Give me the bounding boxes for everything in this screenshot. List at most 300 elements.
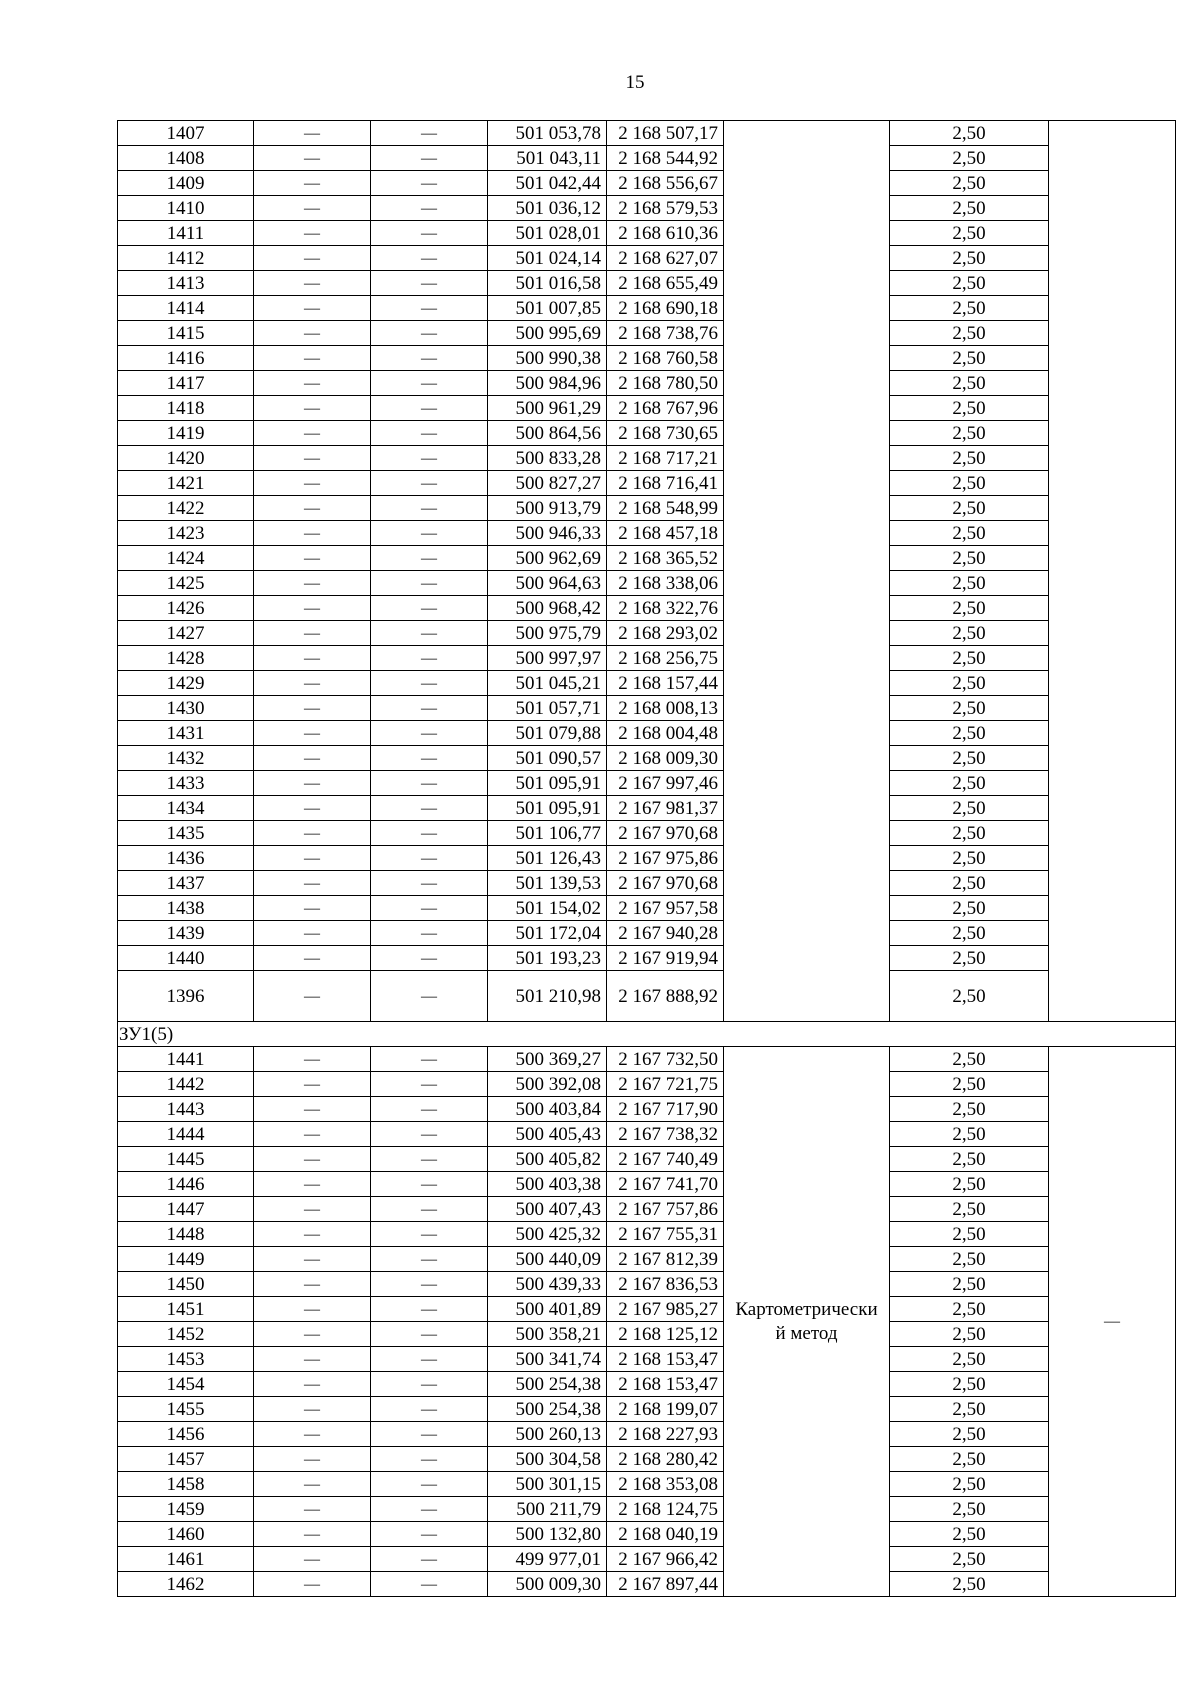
table-row [118, 971, 1176, 1022]
point-number-cell: 1417 [118, 371, 254, 396]
table-row [118, 1197, 1176, 1222]
accuracy-cell: 2,50 [890, 921, 1049, 946]
table-row [118, 1372, 1176, 1397]
point-number-cell: 1426 [118, 596, 254, 621]
method-cell [724, 121, 890, 1022]
y-coordinate-cell: 2 168 009,30 [607, 746, 724, 771]
y-coordinate-cell: 2 167 985,27 [607, 1297, 724, 1322]
accuracy-cell: 2,50 [890, 1447, 1049, 1472]
table-row [118, 271, 1176, 296]
accuracy-cell: 2,50 [890, 546, 1049, 571]
old-y-cell: — [371, 196, 488, 221]
old-x-cell: — [254, 921, 371, 946]
y-coordinate-cell: 2 168 199,07 [607, 1397, 724, 1422]
x-coordinate-cell: 500 260,13 [488, 1422, 607, 1447]
table-row [118, 1422, 1176, 1447]
old-x-cell: — [254, 321, 371, 346]
y-coordinate-cell: 2 167 741,70 [607, 1172, 724, 1197]
table-row [118, 846, 1176, 871]
accuracy-cell: 2,50 [890, 821, 1049, 846]
accuracy-cell: 2,50 [890, 1197, 1049, 1222]
table-row [118, 1447, 1176, 1472]
y-coordinate-cell: 2 167 812,39 [607, 1247, 724, 1272]
old-y-cell: — [371, 1197, 488, 1222]
x-coordinate-cell: 500 968,42 [488, 596, 607, 621]
x-coordinate-cell: 499 977,01 [488, 1547, 607, 1572]
old-y-cell: — [371, 521, 488, 546]
y-coordinate-cell: 2 167 738,32 [607, 1122, 724, 1147]
x-coordinate-cell: 501 172,04 [488, 921, 607, 946]
point-number-cell: 1415 [118, 321, 254, 346]
y-coordinate-cell: 2 168 040,19 [607, 1522, 724, 1547]
x-coordinate-cell: 501 036,12 [488, 196, 607, 221]
old-x-cell: — [254, 1497, 371, 1522]
accuracy-cell: 2,50 [890, 1297, 1049, 1322]
point-number-cell: 1408 [118, 146, 254, 171]
table-row [118, 1222, 1176, 1247]
point-number-cell: 1458 [118, 1472, 254, 1497]
accuracy-cell: 2,50 [890, 846, 1049, 871]
old-y-cell: — [371, 471, 488, 496]
table-row [118, 1472, 1176, 1497]
point-number-cell: 1396 [118, 971, 254, 1022]
y-coordinate-cell: 2 168 353,08 [607, 1472, 724, 1497]
point-number-cell: 1421 [118, 471, 254, 496]
x-coordinate-cell: 500 401,89 [488, 1297, 607, 1322]
point-number-cell: 1425 [118, 571, 254, 596]
old-x-cell: — [254, 596, 371, 621]
old-x-cell: — [254, 1122, 371, 1147]
old-x-cell: — [254, 646, 371, 671]
y-coordinate-cell: 2 168 548,99 [607, 496, 724, 521]
old-y-cell: — [371, 1047, 488, 1072]
old-x-cell: — [254, 1572, 371, 1597]
old-x-cell: — [254, 1322, 371, 1347]
old-x-cell: — [254, 796, 371, 821]
table-row [118, 321, 1176, 346]
old-y-cell: — [371, 821, 488, 846]
table-row [118, 396, 1176, 421]
accuracy-cell: 2,50 [890, 1072, 1049, 1097]
accuracy-cell: 2,50 [890, 1372, 1049, 1397]
old-x-cell: — [254, 346, 371, 371]
accuracy-cell: 2,50 [890, 721, 1049, 746]
x-coordinate-cell: 501 007,85 [488, 296, 607, 321]
accuracy-cell: 2,50 [890, 671, 1049, 696]
x-coordinate-cell: 500 964,63 [488, 571, 607, 596]
accuracy-cell: 2,50 [890, 221, 1049, 246]
old-x-cell: — [254, 571, 371, 596]
y-coordinate-cell: 2 168 579,53 [607, 196, 724, 221]
old-y-cell: — [371, 1497, 488, 1522]
x-coordinate-cell: 500 864,56 [488, 421, 607, 446]
old-y-cell: — [371, 1297, 488, 1322]
y-coordinate-cell: 2 168 507,17 [607, 121, 724, 146]
point-number-cell: 1423 [118, 521, 254, 546]
old-y-cell: — [371, 971, 488, 1022]
x-coordinate-cell: 501 024,14 [488, 246, 607, 271]
x-coordinate-cell: 501 106,77 [488, 821, 607, 846]
table-row [118, 1247, 1176, 1272]
old-x-cell: — [254, 821, 371, 846]
old-y-cell: — [371, 571, 488, 596]
x-coordinate-cell: 500 995,69 [488, 321, 607, 346]
old-x-cell: — [254, 1472, 371, 1497]
old-x-cell: — [254, 546, 371, 571]
x-coordinate-cell: 500 132,80 [488, 1522, 607, 1547]
old-y-cell: — [371, 1272, 488, 1297]
point-number-cell: 1460 [118, 1522, 254, 1547]
x-coordinate-cell: 500 913,79 [488, 496, 607, 521]
old-x-cell: — [254, 621, 371, 646]
old-x-cell: — [254, 871, 371, 896]
y-coordinate-cell: 2 168 627,07 [607, 246, 724, 271]
point-number-cell: 1407 [118, 121, 254, 146]
accuracy-cell: 2,50 [890, 1247, 1049, 1272]
old-x-cell: — [254, 471, 371, 496]
old-x-cell: — [254, 1222, 371, 1247]
method-cell: Картометрически й метод [724, 1047, 890, 1597]
point-number-cell: 1418 [118, 396, 254, 421]
point-number-cell: 1424 [118, 546, 254, 571]
point-number-cell: 1444 [118, 1122, 254, 1147]
accuracy-cell: 2,50 [890, 271, 1049, 296]
old-x-cell: — [254, 696, 371, 721]
table-row [118, 1547, 1176, 1572]
old-y-cell: — [371, 1097, 488, 1122]
old-y-cell: — [371, 696, 488, 721]
table-row [118, 1522, 1176, 1547]
table-row [118, 246, 1176, 271]
old-x-cell: — [254, 1522, 371, 1547]
x-coordinate-cell: 501 028,01 [488, 221, 607, 246]
table-row [118, 521, 1176, 546]
x-coordinate-cell: 500 358,21 [488, 1322, 607, 1347]
accuracy-cell: 2,50 [890, 1347, 1049, 1372]
table-row [118, 671, 1176, 696]
old-y-cell: — [371, 546, 488, 571]
old-y-cell: — [371, 1147, 488, 1172]
old-x-cell: — [254, 121, 371, 146]
x-coordinate-cell: 500 946,33 [488, 521, 607, 546]
x-coordinate-cell: 500 975,79 [488, 621, 607, 646]
point-number-cell: 1435 [118, 821, 254, 846]
old-y-cell: — [371, 221, 488, 246]
y-coordinate-cell: 2 168 716,41 [607, 471, 724, 496]
x-coordinate-cell: 500 403,38 [488, 1172, 607, 1197]
point-number-cell: 1411 [118, 221, 254, 246]
x-coordinate-cell: 500 403,84 [488, 1097, 607, 1122]
y-coordinate-cell: 2 168 256,75 [607, 646, 724, 671]
x-coordinate-cell: 500 369,27 [488, 1047, 607, 1072]
x-coordinate-cell: 500 341,74 [488, 1347, 607, 1372]
old-y-cell: — [371, 621, 488, 646]
table-row [118, 946, 1176, 971]
table-row [118, 1272, 1176, 1297]
old-x-cell: — [254, 1372, 371, 1397]
old-x-cell: — [254, 971, 371, 1022]
y-coordinate-cell: 2 168 157,44 [607, 671, 724, 696]
point-number-cell: 1440 [118, 946, 254, 971]
accuracy-cell: 2,50 [890, 121, 1049, 146]
table-row [118, 1497, 1176, 1522]
y-coordinate-cell: 2 167 970,68 [607, 871, 724, 896]
point-number-cell: 1412 [118, 246, 254, 271]
x-coordinate-cell: 500 990,38 [488, 346, 607, 371]
x-coordinate-cell: 501 090,57 [488, 746, 607, 771]
table-row [118, 696, 1176, 721]
old-x-cell: — [254, 1047, 371, 1072]
point-number-cell: 1427 [118, 621, 254, 646]
point-number-cell: 1457 [118, 1447, 254, 1472]
point-number-cell: 1436 [118, 846, 254, 871]
x-coordinate-cell: 501 210,98 [488, 971, 607, 1022]
point-number-cell: 1452 [118, 1322, 254, 1347]
table-row [118, 596, 1176, 621]
old-y-cell: — [371, 1572, 488, 1597]
y-coordinate-cell: 2 168 544,92 [607, 146, 724, 171]
accuracy-cell: 2,50 [890, 1172, 1049, 1197]
accuracy-cell: 2,50 [890, 321, 1049, 346]
old-x-cell: — [254, 1147, 371, 1172]
old-y-cell: — [371, 1172, 488, 1197]
x-coordinate-cell: 500 827,27 [488, 471, 607, 496]
old-x-cell: — [254, 1097, 371, 1122]
x-coordinate-cell: 500 425,32 [488, 1222, 607, 1247]
point-number-cell: 1437 [118, 871, 254, 896]
old-x-cell: — [254, 396, 371, 421]
point-number-cell: 1431 [118, 721, 254, 746]
point-number-cell: 1459 [118, 1497, 254, 1522]
point-number-cell: 1410 [118, 196, 254, 221]
old-x-cell: — [254, 171, 371, 196]
old-x-cell: — [254, 671, 371, 696]
old-y-cell: — [371, 771, 488, 796]
table-row [118, 771, 1176, 796]
table-row [118, 1297, 1176, 1322]
old-y-cell: — [371, 1222, 488, 1247]
old-y-cell: — [371, 1122, 488, 1147]
accuracy-cell: 2,50 [890, 871, 1049, 896]
table-row [118, 446, 1176, 471]
accuracy-cell: 2,50 [890, 771, 1049, 796]
y-coordinate-cell: 2 168 690,18 [607, 296, 724, 321]
point-number-cell: 1409 [118, 171, 254, 196]
old-y-cell: — [371, 671, 488, 696]
accuracy-cell: 2,50 [890, 196, 1049, 221]
table-row [118, 746, 1176, 771]
x-coordinate-cell: 500 254,38 [488, 1397, 607, 1422]
accuracy-cell: 2,50 [890, 1097, 1049, 1122]
point-number-cell: 1447 [118, 1197, 254, 1222]
old-y-cell: — [371, 346, 488, 371]
old-y-cell: — [371, 1072, 488, 1097]
old-x-cell: — [254, 196, 371, 221]
table-row [118, 496, 1176, 521]
y-coordinate-cell: 2 167 997,46 [607, 771, 724, 796]
old-y-cell: — [371, 421, 488, 446]
old-x-cell: — [254, 1247, 371, 1272]
accuracy-cell: 2,50 [890, 371, 1049, 396]
old-y-cell: — [371, 921, 488, 946]
point-number-cell: 1433 [118, 771, 254, 796]
accuracy-cell: 2,50 [890, 396, 1049, 421]
x-coordinate-cell: 500 405,43 [488, 1122, 607, 1147]
old-y-cell: — [371, 646, 488, 671]
old-y-cell: — [371, 146, 488, 171]
accuracy-cell: 2,50 [890, 1122, 1049, 1147]
old-y-cell: — [371, 896, 488, 921]
accuracy-cell: 2,50 [890, 1397, 1049, 1422]
old-y-cell: — [371, 746, 488, 771]
old-y-cell: — [371, 1322, 488, 1347]
old-y-cell: — [371, 1472, 488, 1497]
x-coordinate-cell: 500 997,97 [488, 646, 607, 671]
old-x-cell: — [254, 721, 371, 746]
table-row [118, 1172, 1176, 1197]
old-x-cell: — [254, 496, 371, 521]
accuracy-cell: 2,50 [890, 346, 1049, 371]
point-number-cell: 1443 [118, 1097, 254, 1122]
table-row [118, 721, 1176, 746]
accuracy-cell: 2,50 [890, 1147, 1049, 1172]
old-y-cell: — [371, 1372, 488, 1397]
point-number-cell: 1442 [118, 1072, 254, 1097]
old-y-cell: — [371, 496, 488, 521]
table-row [118, 221, 1176, 246]
accuracy-cell: 2,50 [890, 1472, 1049, 1497]
y-coordinate-cell: 2 168 760,58 [607, 346, 724, 371]
old-x-cell: — [254, 221, 371, 246]
x-coordinate-cell: 501 057,71 [488, 696, 607, 721]
x-coordinate-cell: 500 440,09 [488, 1247, 607, 1272]
old-x-cell: — [254, 1422, 371, 1447]
y-coordinate-cell: 2 167 732,50 [607, 1047, 724, 1072]
table-row [118, 1147, 1176, 1172]
description-cell [1049, 121, 1176, 1022]
point-number-cell: 1441 [118, 1047, 254, 1072]
old-y-cell: — [371, 596, 488, 621]
y-coordinate-cell: 2 167 721,75 [607, 1072, 724, 1097]
y-coordinate-cell: 2 167 981,37 [607, 796, 724, 821]
accuracy-cell: 2,50 [890, 946, 1049, 971]
point-number-cell: 1448 [118, 1222, 254, 1247]
old-x-cell: — [254, 1297, 371, 1322]
point-number-cell: 1446 [118, 1172, 254, 1197]
old-x-cell: — [254, 1172, 371, 1197]
old-x-cell: — [254, 1397, 371, 1422]
accuracy-cell: 2,50 [890, 421, 1049, 446]
table-row [118, 346, 1176, 371]
y-coordinate-cell: 2 167 757,86 [607, 1197, 724, 1222]
accuracy-cell: 2,50 [890, 171, 1049, 196]
point-number-cell: 1453 [118, 1347, 254, 1372]
old-x-cell: — [254, 846, 371, 871]
accuracy-cell: 2,50 [890, 1422, 1049, 1447]
y-coordinate-cell: 2 168 008,13 [607, 696, 724, 721]
table-row [118, 796, 1176, 821]
accuracy-cell: 2,50 [890, 496, 1049, 521]
old-y-cell: — [371, 321, 488, 346]
y-coordinate-cell: 2 167 717,90 [607, 1097, 724, 1122]
old-y-cell: — [371, 721, 488, 746]
point-number-cell: 1454 [118, 1372, 254, 1397]
y-coordinate-cell: 2 167 957,58 [607, 896, 724, 921]
old-x-cell: — [254, 421, 371, 446]
accuracy-cell: 2,50 [890, 971, 1049, 1022]
x-coordinate-cell: 500 211,79 [488, 1497, 607, 1522]
old-x-cell: — [254, 946, 371, 971]
accuracy-cell: 2,50 [890, 471, 1049, 496]
y-coordinate-cell: 2 168 780,50 [607, 371, 724, 396]
x-coordinate-cell: 500 407,43 [488, 1197, 607, 1222]
x-coordinate-cell: 500 984,96 [488, 371, 607, 396]
accuracy-cell: 2,50 [890, 521, 1049, 546]
point-number-cell: 1450 [118, 1272, 254, 1297]
old-y-cell: — [371, 121, 488, 146]
y-coordinate-cell: 2 167 836,53 [607, 1272, 724, 1297]
old-y-cell: — [371, 1247, 488, 1272]
accuracy-cell: 2,50 [890, 1497, 1049, 1522]
section-row [118, 1022, 1176, 1047]
y-coordinate-cell: 2 168 280,42 [607, 1447, 724, 1472]
old-x-cell: — [254, 296, 371, 321]
x-coordinate-cell: 500 405,82 [488, 1147, 607, 1172]
point-number-cell: 1461 [118, 1547, 254, 1572]
old-x-cell: — [254, 1447, 371, 1472]
accuracy-cell: 2,50 [890, 1222, 1049, 1247]
point-number-cell: 1416 [118, 346, 254, 371]
y-coordinate-cell: 2 167 755,31 [607, 1222, 724, 1247]
old-y-cell: — [371, 271, 488, 296]
x-coordinate-cell: 500 304,58 [488, 1447, 607, 1472]
accuracy-cell: 2,50 [890, 621, 1049, 646]
old-y-cell: — [371, 1522, 488, 1547]
x-coordinate-cell: 501 193,23 [488, 946, 607, 971]
y-coordinate-cell: 2 167 975,86 [607, 846, 724, 871]
y-coordinate-cell: 2 168 655,49 [607, 271, 724, 296]
table-row [118, 1122, 1176, 1147]
coordinates-table [117, 120, 1176, 1597]
y-coordinate-cell: 2 168 457,18 [607, 521, 724, 546]
point-number-cell: 1413 [118, 271, 254, 296]
accuracy-cell: 2,50 [890, 1547, 1049, 1572]
point-number-cell: 1445 [118, 1147, 254, 1172]
point-number-cell: 1455 [118, 1397, 254, 1422]
y-coordinate-cell: 2 168 293,02 [607, 621, 724, 646]
point-number-cell: 1422 [118, 496, 254, 521]
accuracy-cell: 2,50 [890, 646, 1049, 671]
accuracy-cell: 2,50 [890, 596, 1049, 621]
y-coordinate-cell: 2 167 740,49 [607, 1147, 724, 1172]
table-row [118, 171, 1176, 196]
old-y-cell: — [371, 296, 488, 321]
table-row [118, 1397, 1176, 1422]
table-row [118, 1322, 1176, 1347]
old-x-cell: — [254, 1197, 371, 1222]
y-coordinate-cell: 2 167 919,94 [607, 946, 724, 971]
table-row [118, 546, 1176, 571]
description-cell: — [1049, 1047, 1176, 1597]
accuracy-cell: 2,50 [890, 296, 1049, 321]
table-row [118, 571, 1176, 596]
accuracy-cell: 2,50 [890, 696, 1049, 721]
old-x-cell: — [254, 771, 371, 796]
x-coordinate-cell: 500 254,38 [488, 1372, 607, 1397]
y-coordinate-cell: 2 168 153,47 [607, 1347, 724, 1372]
old-x-cell: — [254, 446, 371, 471]
x-coordinate-cell: 500 009,30 [488, 1572, 607, 1597]
